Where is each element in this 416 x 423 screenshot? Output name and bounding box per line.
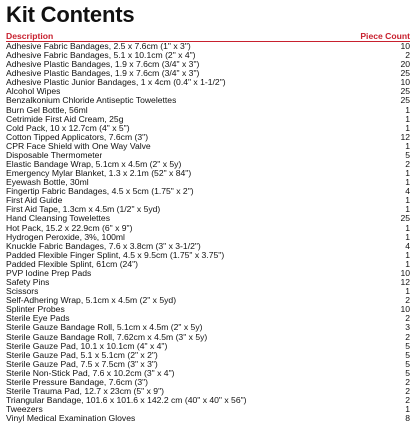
list-item	[6, 333, 410, 342]
item-piece-count: 10	[400, 41, 410, 51]
item-description: Sterile Gauze Pad, 10.1 x 10.1cm (4" x 4")	[6, 341, 168, 351]
list-item	[6, 133, 410, 142]
item-description: Alcohol Wipes	[6, 87, 61, 97]
description-column-header: Description	[6, 31, 54, 41]
list-item	[6, 242, 410, 251]
list-item	[6, 78, 410, 87]
item-description: Adhesive Plastic Bandages, 1.9 x 7.6cm (3/4" x 3")	[6, 60, 200, 70]
list-item	[6, 106, 410, 115]
list-item	[6, 187, 410, 196]
list-item	[6, 378, 410, 387]
item-piece-count: 2	[405, 313, 410, 324]
list-item	[6, 151, 410, 160]
list-item	[6, 296, 410, 305]
kit-contents-page	[6, 0, 410, 423]
item-description: Splinter Probes	[6, 305, 65, 315]
item-piece-count: 1	[405, 222, 410, 233]
item-description: Vinyl Medical Examination Gloves	[6, 414, 136, 423]
list-item	[6, 142, 410, 151]
item-description: Scissors	[6, 287, 39, 297]
item-piece-count: 1	[405, 204, 410, 215]
list-item	[6, 342, 410, 351]
item-description: Sterile Eye Pads	[6, 314, 70, 324]
list-item	[6, 124, 410, 133]
list-item	[6, 351, 410, 360]
item-piece-count: 10	[400, 267, 410, 278]
item-description: Eyewash Bottle, 30ml	[6, 178, 89, 188]
item-piece-count: 1	[405, 258, 410, 269]
table-header	[6, 31, 410, 41]
item-description: Padded Flexible Splint, 61cm (24")	[6, 259, 139, 269]
item-piece-count: 25	[400, 213, 410, 224]
item-piece-count: 1	[405, 113, 410, 124]
item-piece-count: 2	[405, 50, 410, 61]
item-description: Sterile Gauze Pad, 7.5 x 7.5cm (3" x 3")	[6, 359, 158, 369]
item-description: CPR Face Shield with One Way Valve	[6, 141, 151, 151]
item-description: Sterile Gauze Bandage Roll, 7.62cm x 4.5m (3" x 5y)	[6, 332, 208, 342]
piece-count-column-header: Piece Count	[360, 31, 410, 41]
list-item	[6, 60, 410, 69]
item-piece-count: 10	[400, 304, 410, 315]
list-item	[6, 287, 410, 296]
list-item	[6, 233, 410, 242]
item-piece-count: 1	[405, 249, 410, 260]
item-description: Sterile Non-Stick Pad, 7.6 x 10.2cm (3" x 4")	[6, 368, 175, 378]
item-description: Sterile Gauze Bandage Roll, 5.1cm x 4.5m (2" x 5y)	[6, 323, 203, 333]
item-piece-count: 1	[405, 104, 410, 115]
item-description: Safety Pins	[6, 278, 50, 288]
item-piece-count: 4	[405, 240, 410, 251]
item-piece-count: 25	[400, 95, 410, 106]
list-item	[6, 42, 410, 51]
item-piece-count: 5	[405, 358, 410, 369]
item-description: Tweezers	[6, 405, 43, 415]
item-piece-count: 2	[405, 395, 410, 406]
item-description: Self-Adhering Wrap, 5.1cm x 4.5m (2" x 5yd)	[6, 296, 177, 306]
item-description: Adhesive Plastic Bandages, 1.9 x 7.6cm (3/4" x 3")	[6, 69, 200, 79]
list-item	[6, 314, 410, 323]
item-piece-count: 8	[405, 413, 410, 423]
item-description: Adhesive Fabric Bandages, 2.5 x 7.6cm (1" x 3")	[6, 42, 191, 51]
item-piece-count: 1	[405, 286, 410, 297]
item-description: Sterile Trauma Pad, 12.7 x 23cm (5" x 9")	[6, 386, 164, 396]
item-description: Sterile Pressure Bandage, 7.6cm (3")	[6, 377, 149, 387]
item-piece-count: 20	[400, 59, 410, 70]
item-piece-count: 10	[400, 77, 410, 88]
list-item	[6, 305, 410, 314]
item-description: Hand Cleansing Towelettes	[6, 214, 110, 224]
item-piece-count: 1	[405, 177, 410, 188]
item-piece-count: 4	[405, 186, 410, 197]
item-piece-count: 2	[405, 331, 410, 342]
item-description: Cetrimide First Aid Cream, 25g	[6, 114, 124, 124]
item-description: First Aid Tape, 1.3cm x 4.5m (1/2" x 5yd)	[6, 205, 161, 215]
item-piece-count: 5	[405, 349, 410, 360]
list-item	[6, 360, 410, 369]
item-piece-count: 25	[400, 86, 410, 97]
item-description: Disposable Thermometer	[6, 150, 103, 160]
item-description: Adhesive Plastic Junior Bandages, 1 x 4cm (0.4" x 1-1/2")	[6, 78, 226, 88]
item-piece-count: 1	[405, 404, 410, 415]
list-item	[6, 196, 410, 205]
item-description: Padded Flexible Finger Splint, 4.5 x 9.5cm (1.75" x 3.75")	[6, 250, 225, 260]
list-item	[6, 51, 410, 60]
item-description: Sterile Gauze Pad, 5.1 x 5.1cm (2" x 2")	[6, 350, 158, 360]
item-description: Hot Pack, 15.2 x 22.9cm (6" x 9")	[6, 223, 133, 233]
item-piece-count: 5	[405, 367, 410, 378]
list-item	[6, 69, 410, 78]
item-piece-count: 12	[400, 131, 410, 142]
item-piece-count: 2	[405, 376, 410, 387]
item-description: First Aid Guide	[6, 196, 63, 206]
item-description: Fingertip Fabric Bandages, 4.5 x 5cm (1.75" x 2")	[6, 187, 194, 197]
list-item	[6, 387, 410, 396]
item-description: Benzalkonium Chloride Antiseptic Towelettes	[6, 96, 177, 106]
list-item	[6, 214, 410, 223]
list-item	[6, 115, 410, 124]
item-piece-count: 1	[405, 140, 410, 151]
item-description: Cotton Tipped Applicators, 7.6cm (3")	[6, 132, 149, 142]
item-description: Elastic Bandage Wrap, 5.1cm x 4.5m (2" x 5y)	[6, 160, 182, 170]
item-description: Triangular Bandage, 101.6 x 101.6 x 142.2 cm (40" x 40" x 56")	[6, 396, 247, 406]
list-item	[6, 169, 410, 178]
item-description: Cold Pack, 10 x 12.7cm (4" x 5")	[6, 123, 130, 133]
item-piece-count: 5	[405, 340, 410, 351]
item-description: Hydrogen Peroxide, 3%, 100ml	[6, 232, 125, 242]
list-item	[6, 87, 410, 96]
item-piece-count: 12	[400, 277, 410, 288]
item-description: Adhesive Fabric Bandages, 5.1 x 10.1cm (2" x 4")	[6, 51, 196, 61]
list-item	[6, 160, 410, 169]
item-piece-count: 2	[405, 295, 410, 306]
list-item	[6, 251, 410, 260]
item-piece-count: 5	[405, 149, 410, 160]
item-piece-count: 1	[405, 195, 410, 206]
item-description: Emergency Mylar Blanket, 1.3 x 2.1m (52" x 84")	[6, 169, 192, 179]
item-piece-count: 1	[405, 122, 410, 133]
item-piece-count: 3	[405, 322, 410, 333]
list-item	[6, 405, 410, 414]
item-description: Burn Gel Bottle, 56ml	[6, 105, 88, 115]
list-item	[6, 278, 410, 287]
contents-list	[6, 42, 410, 423]
list-item	[6, 269, 410, 278]
item-piece-count: 2	[405, 385, 410, 396]
list-item	[6, 96, 410, 105]
list-item	[6, 323, 410, 332]
list-item	[6, 205, 410, 214]
list-item	[6, 260, 410, 269]
page-title: Kit Contents	[6, 2, 135, 27]
item-piece-count: 2	[405, 159, 410, 170]
item-piece-count: 25	[400, 68, 410, 79]
list-item	[6, 396, 410, 405]
item-description: PVP Iodine Prep Pads	[6, 268, 92, 278]
list-item	[6, 178, 410, 187]
item-piece-count: 1	[405, 168, 410, 179]
item-description: Knuckle Fabric Bandages, 7.6 x 3.8cm (3" x 3-1/2")	[6, 241, 201, 251]
item-piece-count: 1	[405, 231, 410, 242]
list-item	[6, 369, 410, 378]
list-item	[6, 224, 410, 233]
